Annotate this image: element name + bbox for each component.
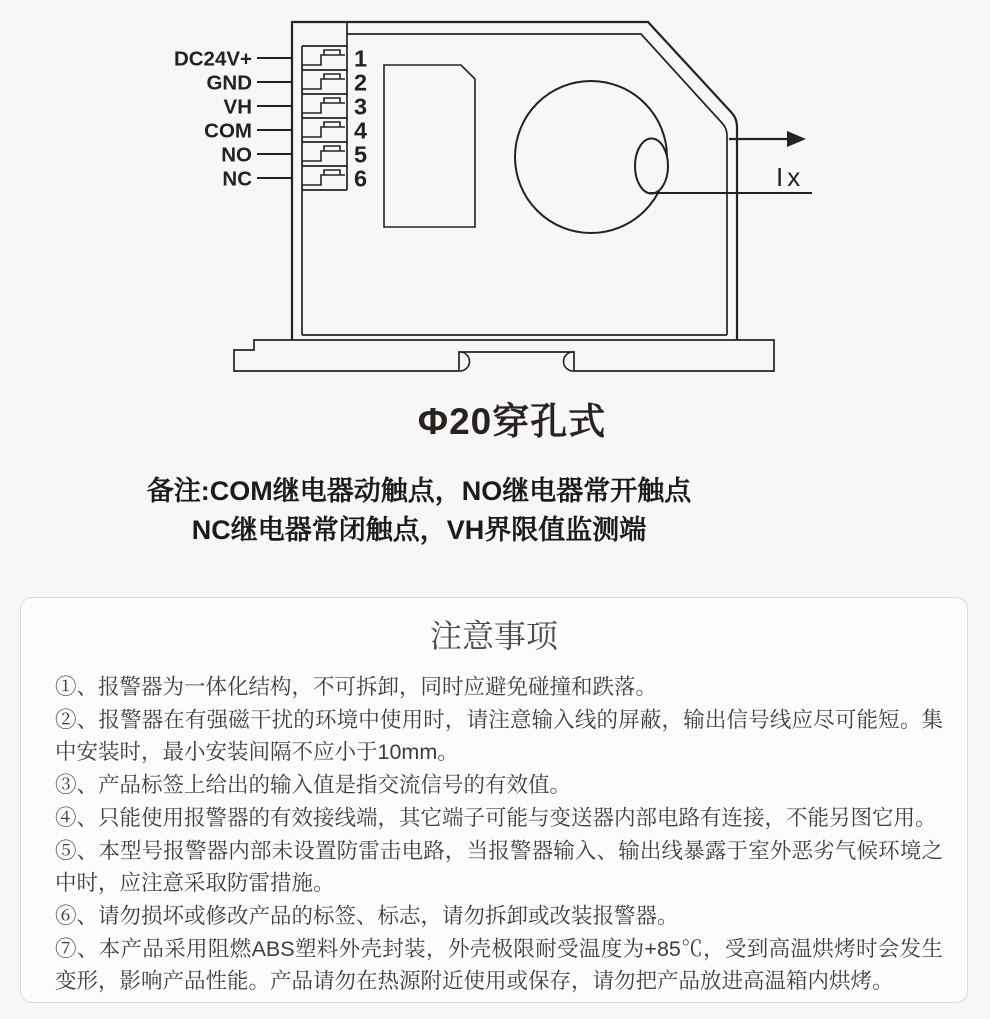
current-label: Ix [776,162,805,192]
terminal-clamp-icon [302,146,345,161]
diagram-title: Φ20穿孔式 [417,401,607,442]
terminal-number: 1 [354,45,368,72]
wiring-diagram [0,0,990,382]
notice-item: ⑥、请勿损坏或修改产品的标签、标志，请勿拆卸或改装报警器。 [55,903,679,928]
notice-item: ④、只能使用报警器的有效接线端，其它端子可能与变送器内部电路有连接，不能另图它用。 [55,805,937,830]
wire-cross-section [635,139,668,194]
note-block [0,472,838,550]
note-line-2: NC继电器常闭触点，VH界限值监测端 [191,515,647,545]
rail-clip-bump-left [460,352,470,371]
current-arrow-head [787,131,806,147]
mounting-base [234,340,774,371]
terminal-number: 6 [354,165,368,192]
notice-box [20,597,968,1003]
label-window [384,65,475,227]
terminal-label: NC [222,167,252,191]
notice-title: 注意事项 [429,618,558,654]
terminal-number: 4 [354,117,368,144]
notice-item: ⑤、本型号报警器内部未设置防雷击电路，当报警器输入、输出线暴露于室外恶劣气候环境之中时，应注意采取防雷措施。 [55,838,943,896]
note-line-1: 备注:COM继电器动触点，NO继电器常开触点 [146,476,692,506]
terminal-leader-lines [257,58,292,178]
terminal-number: 2 [354,69,368,96]
terminal-label: GND [206,71,252,95]
notice-item: ⑦、本产品采用阻燃ABS塑料外壳封装，外壳极限耐受温度为+85℃，受到高温烘烤时会发生变形，影响产品性能。产品请勿在热源附近使用或保存，请勿把产品放进高温箱内烘烤。 [55,936,943,994]
terminal-clamp-icon [302,50,345,65]
terminal-clamp-icon [302,170,345,185]
terminal-cell-lines [302,46,347,190]
terminal-number: 5 [354,141,368,168]
terminal-clamp-icon [302,74,345,89]
notice-item: ①、报警器为一体化结构，不可拆卸，同时应避免碰撞和跌落。 [55,675,658,699]
terminal-clamp-icon [302,98,345,113]
device-outline-inner [347,34,727,335]
terminal-label: NO [221,143,252,167]
terminal-label: COM [204,119,252,143]
terminal-label: VH [223,95,252,119]
terminal-clamp-icon [302,122,345,137]
terminal-number: 3 [354,93,368,120]
rail-clip-bump-right [564,352,574,371]
notice-item: ③、产品标签上给出的输入值是指交流信号的有效值。 [55,773,572,798]
notice-items [55,671,943,998]
notice-item: ②、报警器在有强磁干扰的环境中使用时，请注意输入线的屏蔽，输出信号线应尽可能短。集中安装时，最小安装间隔不应小于10mm。 [55,707,943,765]
terminal-label: DC24V+ [173,47,252,71]
